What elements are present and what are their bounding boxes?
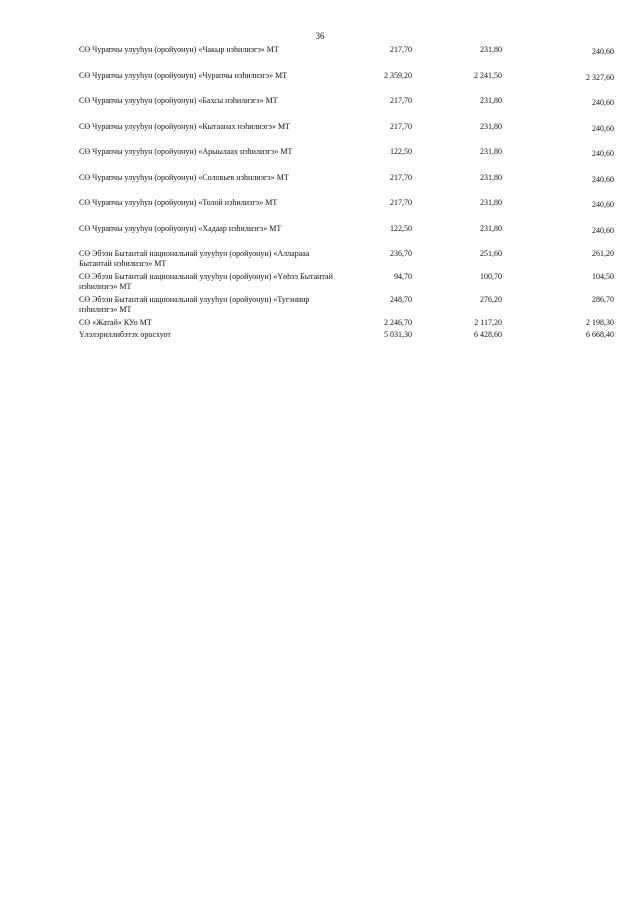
row-name: СӨ Эбээн Бытантай национальнай улууһун (оройуонун) «Үөһээ Бытантай нэһилиэгэ» МТ xyxy=(79,272,333,291)
row-name: СӨ Чурапчы улууһун (оройуонун) «Толой нэһилиэгэ» МТ xyxy=(79,198,278,207)
row-name: СӨ Чурапчы улууһун (оройуонун) «Соловьев нэһилиэгэ» МТ xyxy=(79,172,289,182)
row-value-3: 2 198,30 xyxy=(586,318,614,327)
row-value-1: 248,70 xyxy=(390,295,412,304)
row-value-2: 231,80 xyxy=(480,121,502,131)
row-name: СӨ Чурапчы улууһун (оройуонун) «Чурапчы нэһилиэгэ» МТ xyxy=(79,70,288,80)
row-value-2: 2 241,50 xyxy=(474,70,502,80)
row-value-2: 2 117,20 xyxy=(474,318,502,327)
row-value-3: 240,60 xyxy=(592,225,614,235)
row-name: СӨ «Жатай» КУо МТ xyxy=(79,318,152,327)
row-value-1: 2 359,20 xyxy=(384,70,412,80)
table-row xyxy=(79,295,615,318)
row-value-1: 217,70 xyxy=(390,172,412,182)
row-name: СӨ Чурапчы улууһун (оройуонун) «Арыылаах нэһилиэгэ» МТ xyxy=(79,147,293,156)
row-name: Үлэлэриллибэтэх оросхуот xyxy=(79,330,171,339)
row-value-3: 240,60 xyxy=(592,123,614,133)
table-row xyxy=(79,318,615,330)
row-value-3: 261,20 xyxy=(592,249,614,258)
table-row xyxy=(79,147,615,173)
row-value-1: 217,70 xyxy=(390,45,412,54)
row-value-2: 276,20 xyxy=(480,295,502,304)
row-value-1: 122,50 xyxy=(390,147,412,156)
row-value-2: 231,80 xyxy=(480,96,502,105)
row-value-3: 6 668,40 xyxy=(586,330,614,339)
row-value-1: 217,70 xyxy=(390,96,412,105)
row-name: СӨ Чурапчы улууһун (оройуонун) «Чакыр нэһилиэгэ» МТ xyxy=(79,45,279,54)
table-row xyxy=(79,96,615,122)
row-value-2: 231,80 xyxy=(480,223,502,233)
row-name: СӨ Эбээн Бытантай национальнай улууһун (оройуонун) «Тугэнинр нэһилиэгэ» МТ xyxy=(79,295,310,314)
row-value-1: 94,70 xyxy=(394,272,412,281)
row-value-3: 240,60 xyxy=(592,47,614,56)
row-value-3: 2 327,60 xyxy=(586,72,614,82)
page-number: 36 xyxy=(315,31,325,41)
row-value-1: 5 031,30 xyxy=(384,330,412,339)
row-value-3: 240,60 xyxy=(592,174,614,184)
row-value-1: 217,70 xyxy=(390,121,412,131)
table-row xyxy=(79,249,615,272)
table-row-total xyxy=(79,330,615,342)
row-value-2: 231,80 xyxy=(480,147,502,156)
row-value-1: 122,50 xyxy=(390,223,412,233)
row-value-2: 231,80 xyxy=(480,198,502,207)
row-value-3: 240,60 xyxy=(592,149,614,158)
row-value-1: 217,70 xyxy=(390,198,412,207)
row-value-2: 231,80 xyxy=(480,45,502,54)
row-value-3: 286,70 xyxy=(592,295,614,304)
row-name: СӨ Эбээн Бытантай национальнай улууһун (оройуонун) «Алларааа Бытантай нэһилиэгэ» МТ xyxy=(79,249,310,268)
row-value-2: 231,80 xyxy=(480,172,502,182)
row-value-2: 251,60 xyxy=(480,249,502,258)
row-value-3: 240,60 xyxy=(592,200,614,209)
table-row xyxy=(79,173,615,199)
row-name: СӨ Чурапчы улууһун (оройуонун) «Кытаанах нэһилиэгэ» МТ xyxy=(79,121,290,131)
table-row xyxy=(79,45,615,71)
row-value-2: 100,70 xyxy=(480,272,502,281)
row-value-1: 2 246,70 xyxy=(384,318,412,327)
budget-table xyxy=(79,45,615,342)
table-row xyxy=(79,122,615,148)
row-name: СӨ Чурапчы улууһун (оройуонун) «Хадаар нэһилиэгэ» МТ xyxy=(79,223,282,233)
row-value-3: 240,60 xyxy=(592,98,614,107)
table-row xyxy=(79,198,615,224)
row-name: СӨ Чурапчы улууһун (оройуонун) «Бахсы нэһилиэгэ» МТ xyxy=(79,96,278,105)
table-row xyxy=(79,224,615,250)
table-row xyxy=(79,272,615,295)
row-value-3: 104,50 xyxy=(592,272,614,281)
table-row xyxy=(79,71,615,97)
row-value-1: 236,70 xyxy=(390,249,412,258)
row-value-2: 6 428,60 xyxy=(474,330,502,339)
